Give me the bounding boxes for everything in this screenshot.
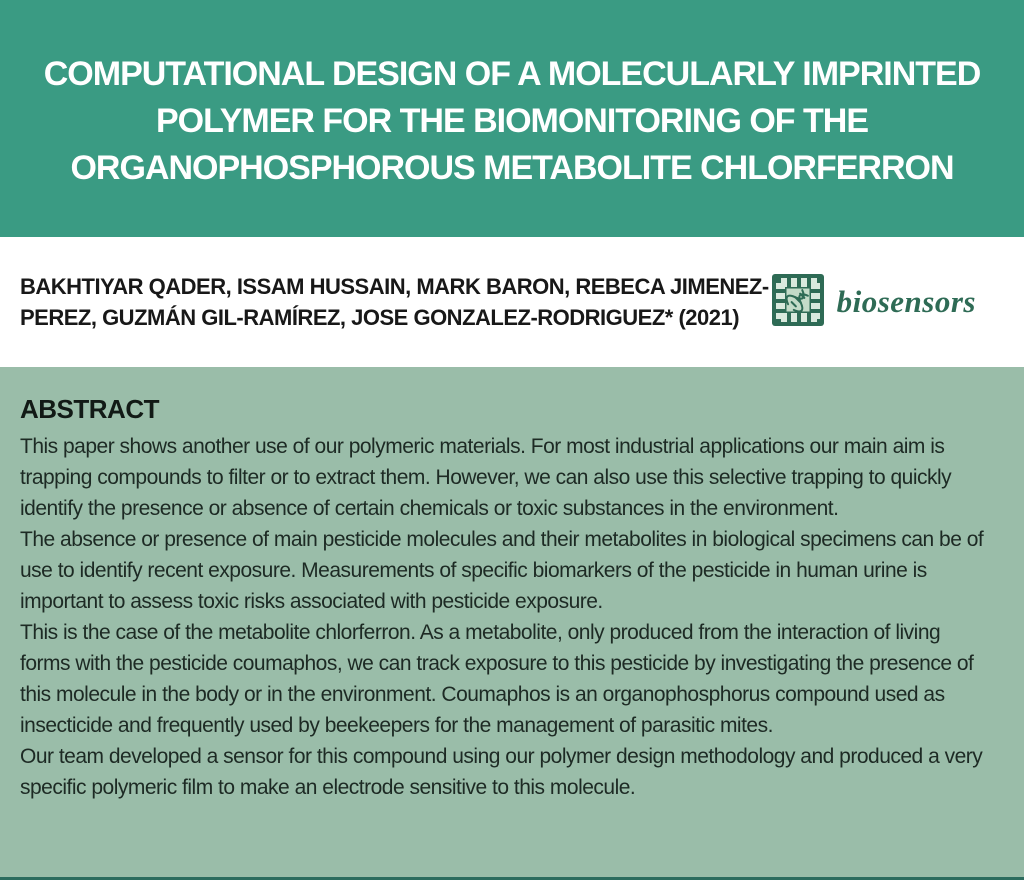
microchip-dna-icon xyxy=(771,273,825,332)
byline-band xyxy=(0,237,1024,367)
page-title-line-3: ORGANOPHOSPHOROUS METABOLITE CHLORFERRON xyxy=(70,149,954,187)
authors-list xyxy=(20,271,769,333)
abstract-paragraph-1: This paper shows another use of our polymeric materials. For most industrial applications our main aim is trapping compounds to filter or to extract them. However, we can also use this selective trapping to quickly identify the presence or absence of certain chemicals or toxic substances in the environment. xyxy=(20,435,952,520)
abstract-heading: ABSTRACT xyxy=(20,394,159,424)
biosensors-journal-logo xyxy=(771,273,976,332)
page-title-line-2: POLYMER FOR THE BIOMONITORING OF THE xyxy=(155,102,869,140)
abstract-paragraph-2: The absence or presence of main pesticide molecules and their metabolites in biological specimens can be of use to identify recent exposure. Measurements of specific biomarkers of the pesticide in human urine is important to assess toxic risks associated with pesticide exposure. xyxy=(20,528,984,613)
page-title-line-1: COMPUTATIONAL DESIGN OF A MOLECULARLY IMPRINTED xyxy=(43,55,981,93)
abstract-paragraph-4: Our team developed a sensor for this compound using our polymer design methodology and produced a very specific polymeric film to make an electrode sensitive to this molecule. xyxy=(20,745,983,799)
abstract-paragraph-3: This is the case of the metabolite chlorferron. As a metabolite, only produced from the interaction of living forms with the pesticide coumaphos, we can track exposure to this pesticide by investigating the presence of this molecule in the body or in the environment. Coumaphos is an organophosphorus compound used as insecticide and frequently used by beekeepers for the management of parasitic mites. xyxy=(20,621,974,737)
abstract-body xyxy=(20,431,992,803)
title-band xyxy=(0,0,1024,237)
journal-name: biosensors xyxy=(836,284,976,319)
authors-line-1: BAKHTIYAR QADER, ISSAM HUSSAIN, MARK BARON, REBECA JIMENEZ- xyxy=(20,274,769,299)
abstract-section xyxy=(0,367,1024,880)
authors-line-2: PEREZ, GUZMÁN GIL-RAMÍREZ, JOSE GONZALEZ-RODRIGUEZ* (2021) xyxy=(20,305,740,330)
